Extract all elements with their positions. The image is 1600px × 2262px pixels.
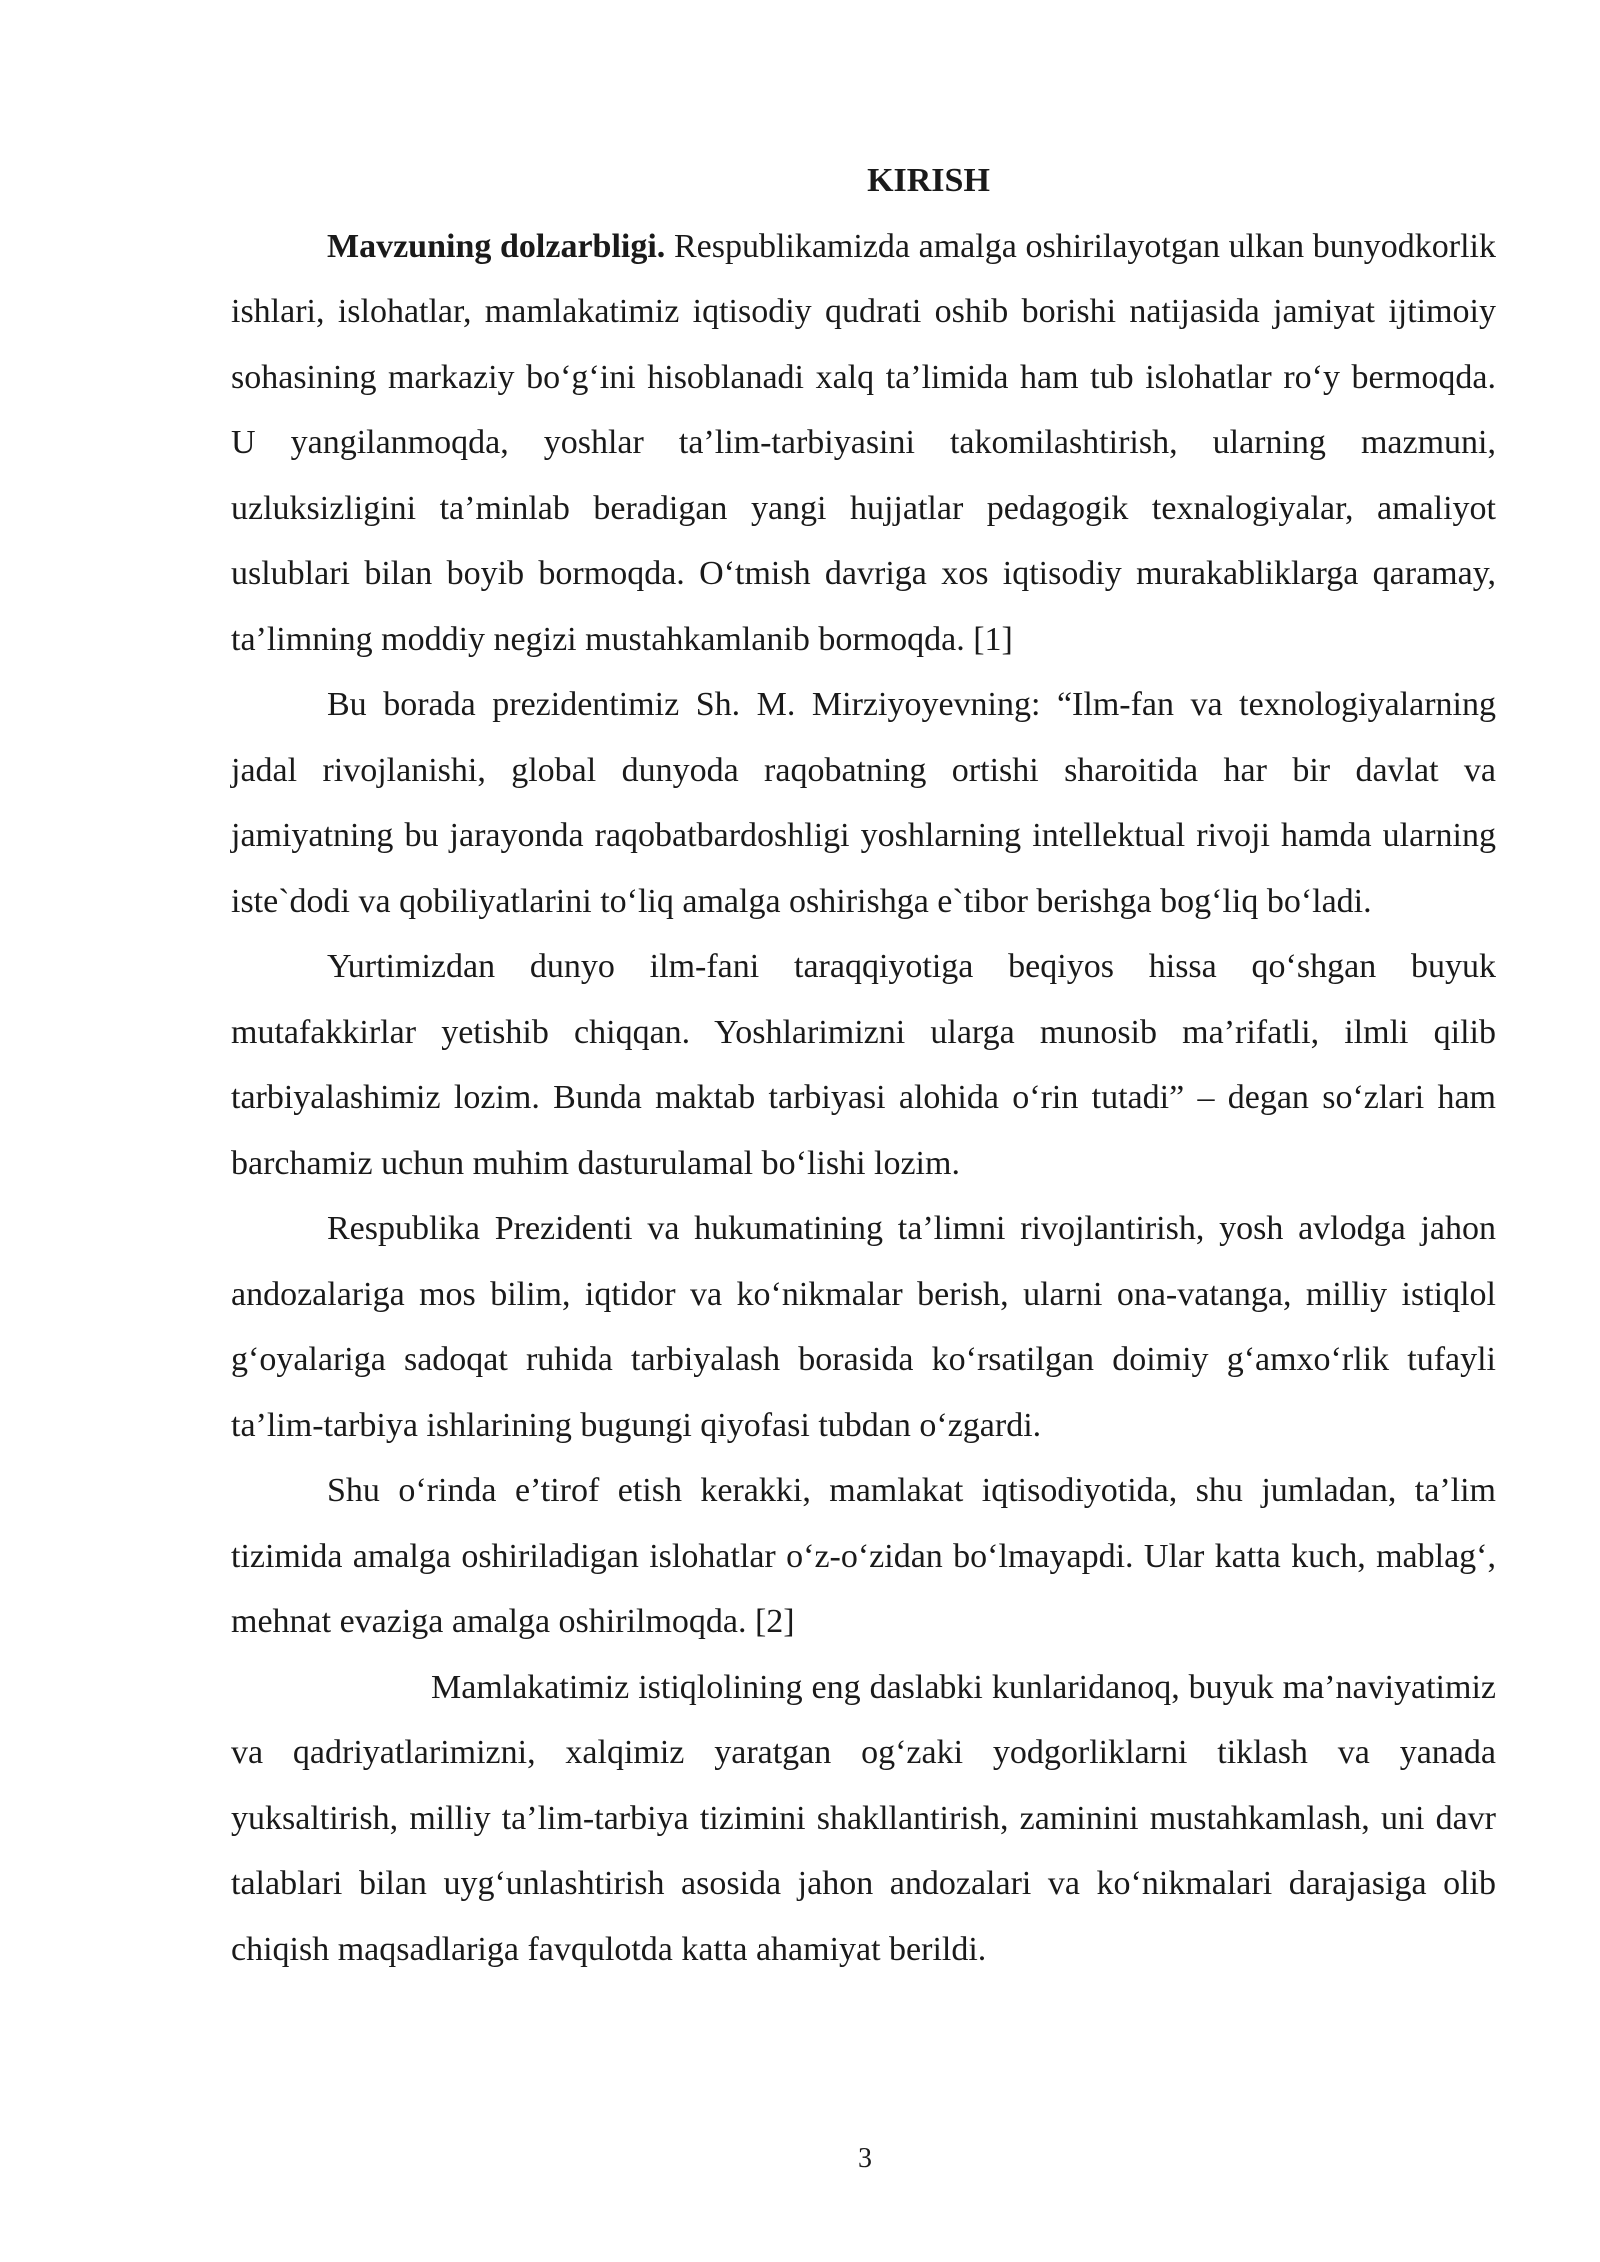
paragraph-president-quote: Bu borada prezidentimiz Sh. M. Mirziyoyevning: “Ilm-fan va texnologiyalarning jadal rivojlanishi, global dunyoda raqobatning ortishi sharoitida har bir davlat va jamiyatning bu jarayonda raqobatbardoshligi yoshlarning intellektual rivoji hamda ularning iste`dodi va qobiliyatlarini to‘liq amalga oshirishga e`tibor berishga bog‘liq bo‘ladi. bbox=[231, 686, 1496, 920]
paragraph-text: Respublikamizda amalga oshirilayotgan ulkan bunyodkorlik ishlari, islohatlar, mamlakatimiz iqtisodiy qudrati oshib borishi natijasida jamiyat ijtimoiy sohasining markaziy bo‘g‘ini hisoblanadi xalq ta’limida ham tub islohatlar ro‘y bermoqda. U yangilanmoqda, yoshlar ta’lim-tarbiyasini takomilashtirish, ularning mazmuni, uzluksizligini ta’minlab beradigan yangi hujjatlar pedagogik texnalogiyalar, amaliyot uslublari bilan boyib bormoqda. O‘tmish davriga xos iqtisodiy murakabliklarga qaramay, ta’limning moddiy negizi mustahkamlanib bormoqda. [1] bbox=[231, 227, 1497, 658]
section-heading: KIRISH bbox=[867, 162, 990, 199]
paragraph-relevance bbox=[231, 214, 1496, 673]
paragraph-government: Respublika Prezidenti va hukumatining ta’limni rivojlantirish, yosh avlodga jahon andozalariga mos bilim, iqtidor va ko‘nikmalar berish, ularni ona-vatanga, milliy istiqlol g‘oyalariga sadoqat ruhida tarbiyalash borasida ko‘rsatilgan doimiy g‘amxo‘rlik tufayli ta’lim-tarbiya ishlarining bugungi qiyofasi tubdan o‘zgardi. bbox=[231, 1210, 1496, 1444]
paragraph-lead: Mavzuning dolzarbligi. bbox=[327, 227, 666, 265]
paragraph-thinkers: Yurtimizdan dunyo ilm-fani taraqqiyotiga beqiyos hissa qo‘shgan buyuk mutafakkirlar yetishib chiqqan. Yoshlarimizni ularga munosib ma’rifatli, ilmli qilib tarbiyalashimiz lozim. Bunda maktab tarbiyasi alohida o‘rin tutadi” – degan so‘zlari ham barchamiz uchun muhim dasturulamal bo‘lishi lozim. bbox=[231, 948, 1496, 1182]
paragraph-reforms: Shu o‘rinda e’tirof etish kerakki, mamlakat iqtisodiyotida, shu jumladan, ta’lim tizimida amalga oshiriladigan islohatlar o‘z-o‘zidan bo‘lmayapdi. Ular katta kuch, mablag‘, mehnat evaziga amalga oshirilmoqda. [2] bbox=[231, 1472, 1496, 1640]
paragraph-independence: Mamlakatimiz istiqlolining eng daslabki kunlaridanoq, buyuk ma’naviyatimiz va qadriyatlarimizni, xalqimiz yaratgan og‘zaki yodgorliklarni tiklash va yanada yuksaltirish, milliy ta’lim-tarbiya tizimini shakllantirish, zaminini mustahkamlash, uni davr talablari bilan uyg‘unlashtirish asosida jahon andozalari va ko‘nikmalari darajasiga olib chiqish maqsadlariga favqulotda katta ahamiyat berildi. bbox=[231, 1668, 1496, 1968]
document-body bbox=[231, 148, 1496, 1982]
page-number: 3 bbox=[858, 2143, 872, 2174]
